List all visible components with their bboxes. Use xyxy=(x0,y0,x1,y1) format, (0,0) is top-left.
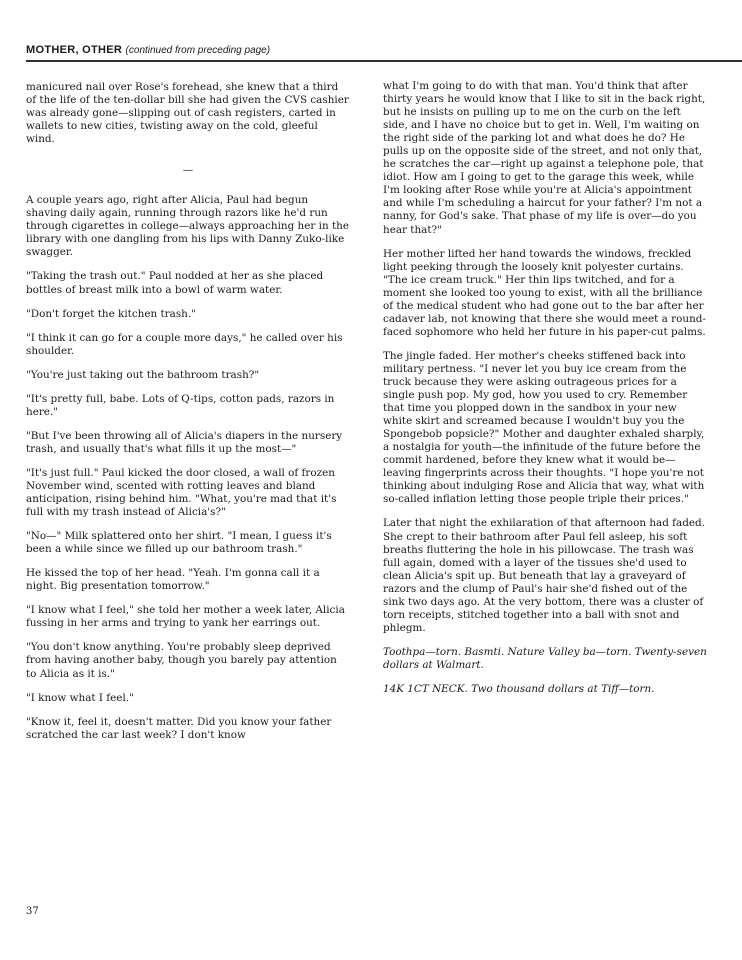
paragraph: "You're just taking out the bathroom trash?" xyxy=(26,368,260,381)
section-break: — xyxy=(182,164,194,177)
paragraph: what I'm going to do with that man. You'd think that after thirty years he would know that I like to sit in the back right, but he insists on pulling up to me on the curb on the left side, and I have no choice but to get in. Well, I'm waiting on the right side of the parking lot and what does he do? He pulls up on the opposite side of the street, and not only that, he scratches the car—right up against a telephone pole, that idiot. How am I going to get to the garage this week, while I'm looking after Rose while you're at Alicia's appointment and while I'm scheduling a haircut for your father? I'm not a nanny, for God's sake. That phase of my life is over—do you hear that?" xyxy=(383,80,706,236)
paragraph: A couple years ago, right after Alicia, Paul had begun shaving daily again, running through razors like he'd run through cigarettes in college—always approaching her in the library with one dangling from his lips with Danny Zuko-like swagger. xyxy=(26,194,350,259)
paragraph: "Don't forget the kitchen trash." xyxy=(26,307,196,320)
receipt-line: 14K 1CT NECK. Two thousand dollars at Tiff—torn. xyxy=(383,682,655,695)
paragraph: "It's pretty full, babe. Lots of Q-tips, cotton pads, razors in here." xyxy=(26,392,335,418)
header-subtitle: (continued from preceding page) xyxy=(125,45,271,56)
paragraph: "But I've been throwing all of Alicia's diapers in the nursery trash, and usually that's what fills it up the most—" xyxy=(26,429,343,455)
paragraph: "You don't know anything. You're probably sleep deprived from having another baby, though you barely pay attention to Alicia as it is." xyxy=(26,641,337,680)
paragraph: "I know what I feel." xyxy=(26,691,134,704)
paragraph: "Know it, feel it, doesn't matter. Did you know your father scratched the car last week? I don't know xyxy=(26,715,332,741)
running-header xyxy=(26,44,742,56)
right-column xyxy=(383,80,707,707)
receipt-line: Toothpa—torn. Basmti. Nature Valley ba—torn. Twenty-seven dollars at Walmart. xyxy=(383,645,707,671)
paragraph: "It's just full." Paul kicked the door closed, a wall of frozen November wind, scented with rotting leaves and bland anticipation, rising behind him. "What, you're mad that it's full with my trash instead of Alicia's?" xyxy=(26,466,337,519)
paragraph: "No—" Milk splattered onto her shirt. "I mean, I guess it's been a while since we filled up our bathroom trash." xyxy=(26,530,332,556)
page-number: 37 xyxy=(26,906,39,917)
paragraph: Her mother lifted her hand towards the windows, freckled light peeking through the loosely knit polyester curtains. "The ice cream truck." Her thin lips twitched, and for a moment she looked too young to exist, with all the brilliance of the medical student who had gone out to the bar after her cadaver lab, not knowing that there she would meet a round-faced sophomore who held her future in his paper-cut palms. xyxy=(383,247,706,338)
header-rule xyxy=(26,60,742,62)
paragraph: "Taking the trash out." Paul nodded at her as she placed bottles of breast milk into a bowl of warm water. xyxy=(26,270,324,296)
paragraph: He kissed the top of her head. "Yeah. I'm gonna call it a night. Big presentation tomorrow." xyxy=(26,567,320,593)
left-column xyxy=(26,81,350,753)
paragraph: manicured nail over Rose's forehead, she knew that a third of the life of the ten-dollar bill she had given the CVS cashier was already gone—slipping out of cash registers, carted in wallets to new cities, twisting away on the cold, gleeful wind. xyxy=(26,81,349,146)
paragraph: Later that night the exhilaration of that afternoon had faded. She crept to their bathroom after Paul fell asleep, his soft breaths fluttering the hole in his pillowcase. The trash was full again, domed with a layer of the tissues she'd used to clean Alicia's spit up. But beneath that lay a graveyard of razors and the clump of Paul's hair she'd fished out of the sink two days ago. At the very bottom, there was a cluster of torn receipts, stitched together into a ball with snot and phlegm. xyxy=(383,517,705,634)
paragraph: The jingle faded. Her mother's cheeks stiffened back into military pertness. "I never let you buy ice cream from the truck because they were asking outrageous prices for a single push pop. My god, how you used to cry. Remember that time you plopped down in the sandbox in your new white skirt and screamed because I wouldn't buy you the Spongebob popsicle?" Mother and daughter exhaled sharply, a nostalgia for youth—the infinitude of the future before the commit hardened, before they knew what it would be—leaving fingerprints across their thoughts. "I hope you're not thinking about indulging Rose and Alicia that way, what with so-called inflation letting those people triple their prices." xyxy=(383,349,705,506)
header-title: MOTHER, OTHER xyxy=(26,44,123,56)
paragraph: "I think it can go for a couple more days," he called over his shoulder. xyxy=(26,331,343,357)
paragraph: "I know what I feel," she told her mother a week later, Alicia fussing in her arms and trying to yank her earrings out. xyxy=(26,604,345,630)
